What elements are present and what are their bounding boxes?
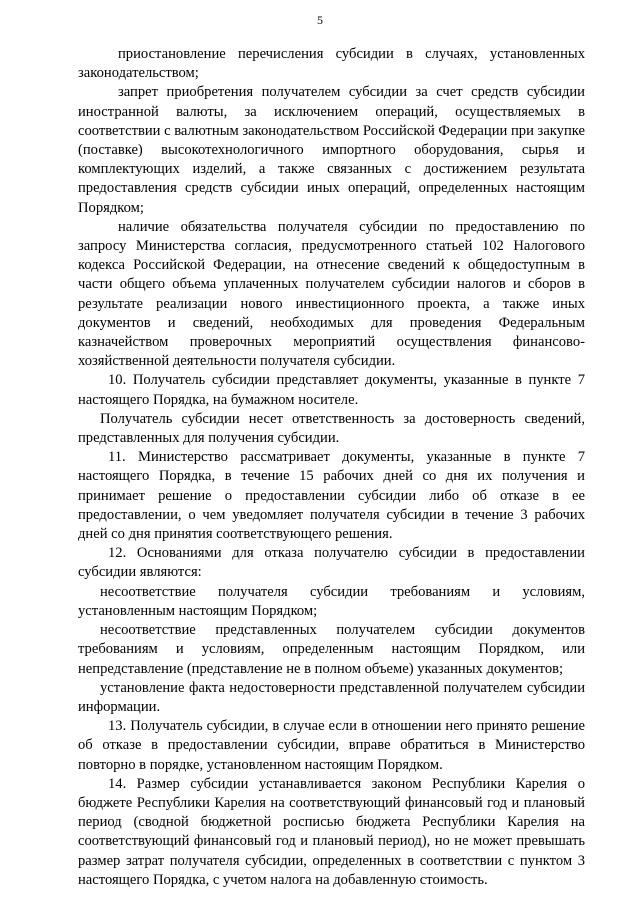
paragraph-responsibility: Получатель субсидии несет ответственность за достоверность сведений, представленных для получения субсидии. xyxy=(78,410,585,447)
paragraph-refusal-reason-2: несоответствие представленных получателем субсидии документов требованиям и условиям, определенным настоящим Порядком, или непредставление (представление не в полном объеме) указанных документов; xyxy=(78,622,585,677)
document-body xyxy=(78,45,585,890)
paragraph-item-10: 10. Получатель субсидии представляет документы, указанные в пункте 7 настоящего Порядка, на бумажном носителе. xyxy=(78,372,585,408)
paragraph-currency-purchase-ban: запрет приобретения получателем субсидии за счет средств субсидии иностранной валюты, за исключением операций, осуществляемых в соответствии с валютным законодательством Российской Федерации при закупке (поставке) высокотехнологичного импортного оборудования, сырья и комплектующих изделий, а также связанных с достижением результата предоставления средств субсидии иных операций, определенных настоящим Порядком; xyxy=(78,84,585,216)
paragraph-item-11: 11. Министерство рассматривает документы, указанные в пункте 7 настоящего Порядка, в течение 15 рабочих дней со дня их получения и принимает решение о предоставлении субсидии либо об отказе в ее предоставлении, о чем уведомляет получателя субсидии в течение 3 рабочих дней со дня принятия соответствующего решения. xyxy=(78,449,585,543)
paragraph-consent-obligation: наличие обязательства получателя субсидии по предоставлению по запросу Министерства согласия, предусмотренного статьей 102 Налогового кодекса Российской Федерации, на отнесение сведений к общедоступным в части общего объема уплаченных получателем субсидии налогов и сборов в результате реализации нового инвестиционного проекта, а также иных документов и сведений, необходимых для проведения Федеральным казначейством проверочных мероприятий осуществления финансово-хозяйственной деятельности получателя субсидии. xyxy=(78,218,585,370)
paragraph-item-14: 14. Размер субсидии устанавливается законом Республики Карелия о бюджете Республики Карелия на соответствующий финансовый год и плановый период (сводной бюджетной росписью бюджета Республики Карелия на соответствующий финансовый год и плановый период), но не может превышать размер затрат получателя субсидии, определенных в соответствии с пунктом 3 настоящего Порядка, с учетом налога на добавленную стоимость. xyxy=(78,775,585,888)
paragraph-item-12: 12. Основаниями для отказа получателю субсидии в предоставлении субсидии являются: xyxy=(78,545,585,581)
paragraph-suspension-of-transfer: приостановление перечисления субсидии в случаях, установленных законодательством; xyxy=(78,46,585,82)
page-number: 5 xyxy=(317,13,323,27)
paragraph-refusal-reason-1: несоответствие получателя субсидии требованиям и условиям, установленным настоящим Порядком; xyxy=(78,583,585,619)
paragraph-refusal-reason-3: установление факта недостоверности представленной получателем субсидии информации. xyxy=(78,679,585,715)
paragraph-item-13: 13. Получатель субсидии, в случае если в отношении него принято решение об отказе в предоставлении субсидии, вправе обратиться в Министерство повторно в порядке, установленном настоящим Порядком. xyxy=(78,718,585,773)
